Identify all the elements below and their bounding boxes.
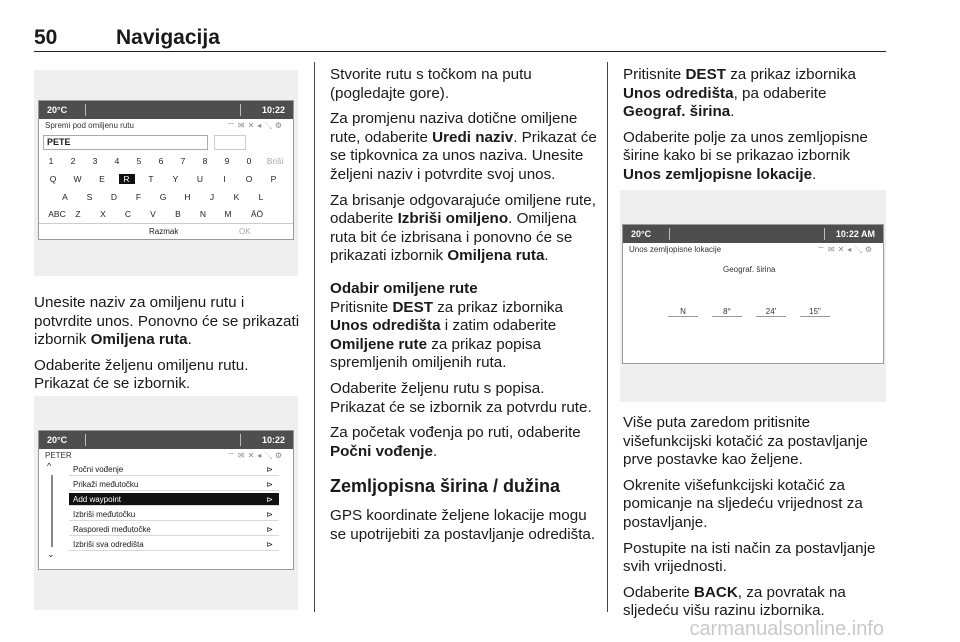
keyboard-key[interactable]: 9 — [224, 156, 230, 166]
keyboard-key[interactable]: H — [184, 192, 191, 202]
paragraph: Pritisnite DEST za prikaz izbornika Unos odredišta i zatim odaberite Omiljene rute za prikaz popisa spremljenih omiljenih ruta. — [330, 298, 563, 372]
temperature: 20°C — [47, 105, 68, 115]
keyboard-key[interactable]: U — [196, 174, 204, 184]
column-divider — [314, 62, 315, 612]
paragraph: GPS koordinate željene lokacije mogu se upotrijebiti za postavljanje odredišta. — [330, 507, 596, 543]
chevron-right-icon: ⊳ — [266, 525, 273, 534]
ok-key[interactable]: OK — [239, 227, 251, 236]
keyboard-key[interactable]: Z — [75, 209, 81, 219]
geo-input-screen — [622, 224, 884, 364]
keyboard-key[interactable]: P — [270, 174, 277, 184]
keyboard-key[interactable]: M — [224, 209, 232, 219]
chevron-right-icon: ⊳ — [266, 465, 273, 474]
keyboard-key[interactable]: 3 — [92, 156, 98, 166]
keyboard-key[interactable]: Briši — [266, 156, 284, 166]
keyboard-key[interactable]: V — [150, 209, 156, 219]
scroll-up-icon[interactable]: ^ — [47, 461, 52, 471]
route-menu-screen — [38, 430, 294, 570]
keyboard-screen — [38, 100, 294, 240]
keyboard-key[interactable]: Q — [49, 174, 57, 184]
paragraph: Odaberite željenu omiljenu rutu. Prikazat će se izbornik. — [34, 356, 249, 393]
scrollbar[interactable] — [51, 475, 53, 547]
keyboard-key[interactable]: E — [99, 174, 105, 184]
keyboard-key[interactable]: 5 — [136, 156, 142, 166]
scroll-down-icon[interactable]: ⌄ — [47, 549, 55, 559]
chevron-right-icon: ⊳ — [266, 495, 273, 504]
keyboard-key[interactable]: J — [209, 192, 215, 202]
geo-input-screenshot — [620, 190, 886, 402]
keyboard-key[interactable]: Y — [172, 174, 179, 184]
keyboard-key[interactable]: 2 — [70, 156, 76, 166]
keyboard-key[interactable]: O — [245, 174, 253, 184]
paragraph: Za početak vođenja po ruti, odaberite Počni vođenje. — [330, 424, 581, 460]
menu-item[interactable]: Rasporedi međutočke ⊳ — [69, 523, 279, 536]
keyboard-key[interactable]: N — [199, 209, 207, 219]
keyboard-bottom-bar — [39, 223, 293, 239]
keyboard-key[interactable]: D — [110, 192, 118, 202]
paragraph: Odaberite polje za unos zemljopisne širine kako bi se prikazao izbornik Unos zemljopisne lokacije. — [623, 128, 868, 183]
keyboard-key[interactable]: K — [233, 192, 240, 202]
screen-title: PETER ⌔✉✕◂↘⚙ — [45, 451, 285, 460]
keyboard-key[interactable]: T — [148, 174, 154, 184]
space-key[interactable]: Razmak — [149, 227, 179, 236]
geo-field[interactable]: 15" — [800, 307, 830, 317]
keyboard-key[interactable]: G — [159, 192, 167, 202]
keyboard-key[interactable]: 7 — [180, 156, 186, 166]
geo-field[interactable]: N — [668, 307, 698, 317]
paragraph: Više puta zaredom pritisnite višefunkcijski kotačić za postavljanje prve postavke kao željene. — [623, 414, 868, 469]
paragraph: Pritisnite DEST za prikaz izbornika Unos odredišta, pa odaberite Geograf. širina. — [623, 66, 856, 121]
section-heading: Zemljopisna širina / dužina — [330, 476, 561, 497]
keyboard-key[interactable]: B — [175, 209, 181, 219]
screen-title: Spremi pod omiljenu rutu ⌔✉✕◂↘⚙ — [39, 119, 293, 133]
column-1-text — [34, 294, 300, 401]
name-input[interactable]: PETE — [43, 135, 208, 150]
name-input-aux — [214, 135, 246, 150]
keyboard-key[interactable]: R — [119, 174, 135, 184]
keyboard-key[interactable]: C — [124, 209, 132, 219]
status-bar: 20°C 10:22 — [39, 431, 293, 449]
paragraph: Odaberite željenu rutu s popisa. Prikazat će se izbornik za potvrdu rute. — [330, 379, 592, 416]
page-header — [34, 22, 886, 52]
watermark: carmanualsonline.info — [689, 618, 884, 640]
column-divider — [607, 62, 608, 612]
menu-item[interactable]: Izbriši sva odredišta ⊳ — [69, 538, 279, 551]
keyboard-key[interactable]: ABC — [48, 209, 66, 219]
keyboard-key[interactable]: W — [73, 174, 82, 184]
paragraph: Za promjenu naziva dotične omiljene rute, odaberite Uredi naziv. Prikazat će se tipkovnica za unos naziva. Unesite željeni naziv i potvrdite svoj unos. — [330, 110, 597, 183]
keyboard-key[interactable]: I — [223, 174, 226, 184]
paragraph: Za brisanje odgovarajuće omiljene rute, odaberite Izbriši omiljeno. Omiljena ruta bit će izbrisana i ponovno će se prikazati izbornik Omiljena ruta. — [330, 191, 596, 265]
keyboard-key[interactable]: 1 — [48, 156, 54, 166]
page-title: Navigacija — [116, 26, 220, 49]
geo-field[interactable]: 24' — [756, 307, 786, 317]
keyboard-key[interactable]: 0 — [246, 156, 252, 166]
keyboard-key[interactable]: L — [258, 192, 264, 202]
status-bar — [39, 101, 293, 119]
chevron-right-icon: ⊳ — [266, 510, 273, 519]
chevron-right-icon: ⊳ — [266, 540, 273, 549]
keyboard-key[interactable]: 8 — [202, 156, 208, 166]
keyboard-screenshot — [34, 70, 298, 276]
keyboard-key[interactable]: 6 — [158, 156, 164, 166]
clock: 10:22 — [261, 105, 285, 115]
paragraph: Okrenite višefunkcijski kotačić za pomicanje na sljedeću vrijednost za postavljanje. — [623, 476, 863, 531]
menu-item[interactable]: Izbriši međutočku ⊳ — [69, 508, 279, 521]
keyboard-key[interactable]: F — [135, 192, 142, 202]
column-2-text — [330, 66, 598, 551]
paragraph: Odaberite BACK, za povratak na sljedeću višu razinu izbornika. — [623, 583, 846, 620]
column-3-text-bottom — [623, 414, 889, 628]
keyboard-key[interactable]: 4 — [114, 156, 120, 166]
menu-item[interactable]: Počni vođenje ⊳ — [69, 463, 279, 476]
subheading: Odabir omiljene rute — [330, 279, 478, 297]
page-number: 50 — [34, 26, 58, 49]
paragraph: Postupite na isti način za postavljanje svih vrijednosti. — [623, 539, 876, 576]
keyboard-key[interactable]: X — [100, 209, 106, 219]
paragraph: Stvorite rutu s točkom na putu (pogledajte gore). — [330, 66, 532, 102]
chevron-right-icon: ⊳ — [266, 480, 273, 489]
keyboard-key[interactable]: ÄÖ — [250, 209, 264, 219]
geo-field[interactable]: 8° — [712, 307, 742, 317]
route-menu-screenshot — [34, 396, 298, 610]
column-3-text-top — [623, 66, 889, 192]
screen-title: Unos zemljopisne lokacije ⌔✉✕◂↘⚙ — [629, 245, 875, 254]
keyboard-key[interactable]: A — [62, 192, 68, 202]
menu-item[interactable]: Add waypoint ⊳ — [69, 493, 279, 506]
latitude-label: Geograf. širina — [723, 265, 776, 274]
menu-item[interactable]: Prikaži međutočku ⊳ — [69, 478, 279, 491]
paragraph: Unesite naziv za omiljenu rutu i potvrdite unos. Ponovno će se prikazati izbornik Omiljena ruta. — [34, 294, 300, 349]
status-icons: ⌔✉✕◂↘⚙ — [227, 121, 285, 130]
status-bar: 20°C 10:22 AM — [623, 225, 883, 243]
keyboard-key[interactable]: S — [86, 192, 93, 202]
